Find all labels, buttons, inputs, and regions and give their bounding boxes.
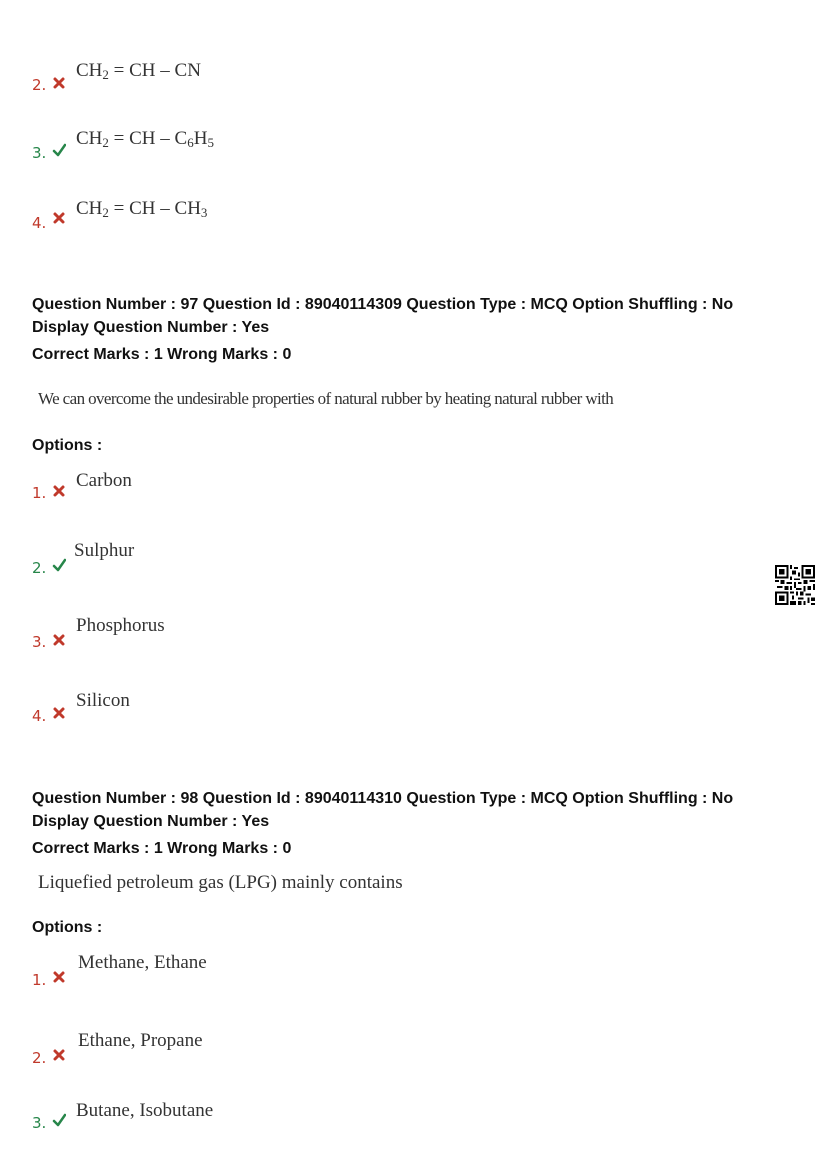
option-text: Methane, Ethane bbox=[78, 952, 207, 973]
option-number: 3. bbox=[32, 633, 47, 651]
cross-icon bbox=[52, 76, 66, 90]
option-2 bbox=[32, 1030, 432, 1070]
check-icon bbox=[52, 143, 66, 157]
meta-line: Question Number : 98 Question Id : 89040114310 Question Type : MCQ Option Shuffling : No bbox=[32, 790, 734, 807]
option-number: 2. bbox=[32, 1049, 47, 1067]
option-text: Butane, Isobutane bbox=[76, 1100, 214, 1121]
question-meta-98 bbox=[32, 787, 733, 861]
option-number: 2. bbox=[32, 559, 47, 577]
meta-line: Correct Marks : 1 Wrong Marks : 0 bbox=[32, 346, 292, 363]
option-2 bbox=[32, 60, 432, 100]
options-label: Options : bbox=[32, 919, 103, 936]
question-text-98: Liquefied petroleum gas (LPG) mainly contains bbox=[38, 872, 403, 893]
option-number: 4. bbox=[32, 707, 47, 725]
option-number: 3. bbox=[32, 144, 47, 162]
option-number: 1. bbox=[32, 484, 47, 502]
qr-code-icon bbox=[775, 565, 815, 605]
check-icon bbox=[52, 558, 66, 572]
question-meta-97 bbox=[32, 293, 733, 367]
option-3 bbox=[32, 615, 432, 655]
option-4 bbox=[32, 690, 432, 730]
option-text: $CH_2$ = CH – CN bbox=[76, 60, 201, 82]
meta-line: Display Question Number : Yes bbox=[32, 813, 270, 830]
check-icon bbox=[52, 1113, 66, 1127]
option-3 bbox=[32, 128, 432, 168]
option-4 bbox=[32, 198, 432, 238]
option-number: 2. bbox=[32, 76, 47, 94]
cross-icon bbox=[52, 633, 66, 647]
meta-line: Correct Marks : 1 Wrong Marks : 0 bbox=[32, 840, 292, 857]
option-number: 3. bbox=[32, 1114, 47, 1132]
option-number: 1. bbox=[32, 971, 47, 989]
cross-icon bbox=[52, 706, 66, 720]
cross-icon bbox=[52, 211, 66, 225]
options-label: Options : bbox=[32, 437, 103, 454]
option-2 bbox=[32, 540, 432, 580]
option-text: $CH_2$ = CH – $C_6H_5$ bbox=[76, 128, 214, 150]
option-number: 4. bbox=[32, 214, 47, 232]
meta-line: Display Question Number : Yes bbox=[32, 319, 270, 336]
option-3 bbox=[32, 1100, 432, 1140]
option-1 bbox=[32, 470, 432, 510]
option-1 bbox=[32, 952, 432, 992]
option-text: Ethane, Propane bbox=[78, 1030, 203, 1051]
cross-icon bbox=[52, 970, 66, 984]
question-text-97: We can overcome the undesirable properties of natural rubber by heating natural rubber with bbox=[38, 389, 614, 408]
option-text: Sulphur bbox=[74, 540, 135, 561]
meta-line: Question Number : 97 Question Id : 89040114309 Question Type : MCQ Option Shuffling : No bbox=[32, 296, 734, 313]
option-text: Silicon bbox=[76, 690, 130, 711]
option-text: Phosphorus bbox=[76, 615, 165, 636]
cross-icon bbox=[52, 484, 66, 498]
option-text: Carbon bbox=[76, 470, 132, 491]
option-text: $CH_2$ = CH – $CH_3$ bbox=[76, 198, 208, 220]
cross-icon bbox=[52, 1048, 66, 1062]
